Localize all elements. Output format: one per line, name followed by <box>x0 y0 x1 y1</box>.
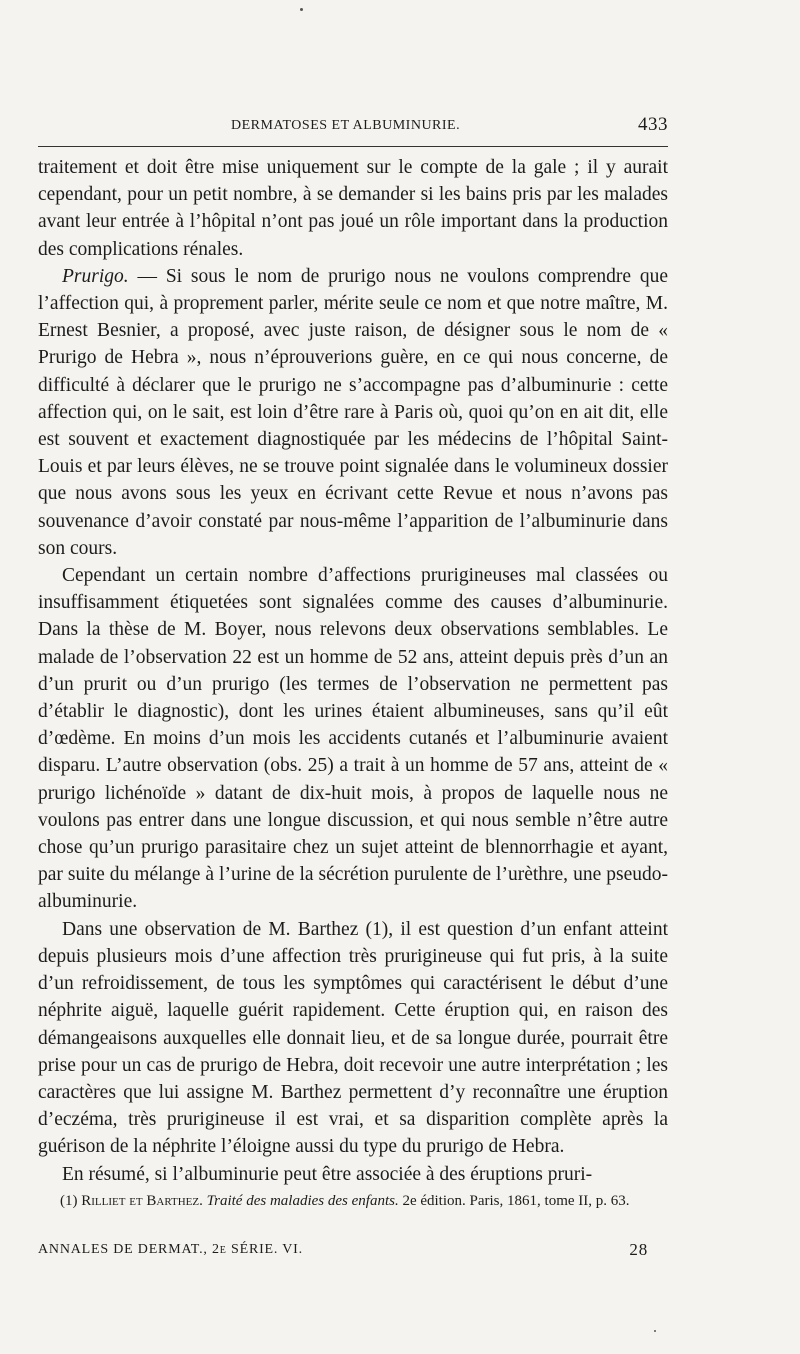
body-text <box>38 154 668 1188</box>
print-speck <box>654 1330 656 1332</box>
footnote-title: Traité des maladies des enfants. <box>206 1193 399 1209</box>
paragraph: En résumé, si l’albuminurie peut être associée à des éruptions pruri- <box>62 1163 593 1185</box>
signature-line <box>38 1242 668 1266</box>
journal-signature: ANNALES DE DERMAT., 2e SÉRIE. VI. <box>38 1242 303 1257</box>
footnote-authors: Rilliet et Barthez. <box>81 1193 203 1209</box>
paragraph: Dans une observation de M. Barthez (1), il est question d’un enfant atteint depuis plusieurs mois d’une affection très prurigineuse qui fut pris, à la suite d’un refroidissement, de tous les symptômes qui caractérisent le début d’une néphrite aiguë, laquelle guérit rapidement. Cette éruption qui, en raison des démangeaisons auxquelles elle donnait lieu, et de sa longue durée, pourrait être prise pour un cas de prurigo de Hebra, doit recevoir une autre interprétation ; les caractères que lui assigne M. Barthez permettent d’y reconnaître une éruption d’eczéma, très prurigineuse il est vrai, et sa disparition complète après la guérison de la néphrite l’éloigne aussi du type du prurigo de Hebra. <box>38 918 668 1158</box>
document-page <box>38 0 668 1354</box>
footnote-rest: 2e édition. Paris, 1861, tome II, p. 63. <box>398 1193 630 1209</box>
paragraph-text: — Si sous le nom de prurigo nous ne voulons comprendre que l’affection qui, à proprement parler, mérite seule ce nom et que notre maître, M. Ernest Besnier, a proposé, avec juste raison, de désigner sous le nom de « Prurigo de Hebra », nous n’éprouverions guère, en ce qui nous concerne, de difficulté à déclarer que le prurigo ne s’accompagne pas d’albuminurie : cette affection qui, on le sait, est loin d’être rare à Paris où, quoi qu’on en ait dit, elle est souvent et exactement diagnostiquée par les médecins de l’hôpital Saint-Louis et par leurs élèves, ne se trouve point signalée dans le volumineux dossier que nous avons sous les yeux en écrivant cette Revue et nous n’avons pas souvenance d’avoir constaté par nous-même l’apparition de l’albuminurie dans son cours. <box>38 265 668 559</box>
sheet-number: 28 <box>629 1240 648 1259</box>
section-lead: Prurigo. <box>62 265 129 287</box>
page-number: 433 <box>638 114 668 135</box>
paragraph: Cependant un certain nombre d’affections prurigineuses mal classées ou insuffisamment étiquetées sont signalées comme des causes d’albuminurie. Dans la thèse de M. Boyer, nous relevons deux observations semblables. Le malade de l’observation 22 est un homme de 52 ans, atteint depuis près d’un an d’un prurit ou d’un prurigo (les termes de l’observation ne permettent pas d’établir le diagnostic), dont les urines étaient albumineuses, sans qu’il eût d’œdème. En moins d’un mois les accidents cutanés et l’albuminurie avaient disparu. L’autre observation (obs. 25) a trait à un homme de 57 ans, atteint de « prurigo lichénoïde » datant de dix-huit mois, à propos de laquelle nous ne voulons pas entrer dans une longue discussion, et qui nous semble n’être autre chose qu’un prurigo parasitaire chez un sujet atteint de blennorrhagie et ayant, par suite du mélange à l’urine de la sécrétion purulente de l’urèthre, une pseudo-albuminurie. <box>38 565 668 913</box>
paragraph <box>38 263 668 562</box>
footnote-marker: (1) <box>60 1193 78 1209</box>
running-header <box>38 112 668 140</box>
header-rule <box>38 146 668 147</box>
footnote <box>38 1191 668 1211</box>
print-speck <box>300 8 303 11</box>
paragraph: traitement et doit être mise uniquement sur le compte de la gale ; il y aurait cependant, pour un petit nombre, à se demander si les bains pris par les malades avant leur entrée à l’hôpital n’ont pas joué un rôle important dans la production des complications rénales. <box>38 157 668 260</box>
running-title: DERMATOSES ET ALBUMINURIE. <box>231 118 461 133</box>
